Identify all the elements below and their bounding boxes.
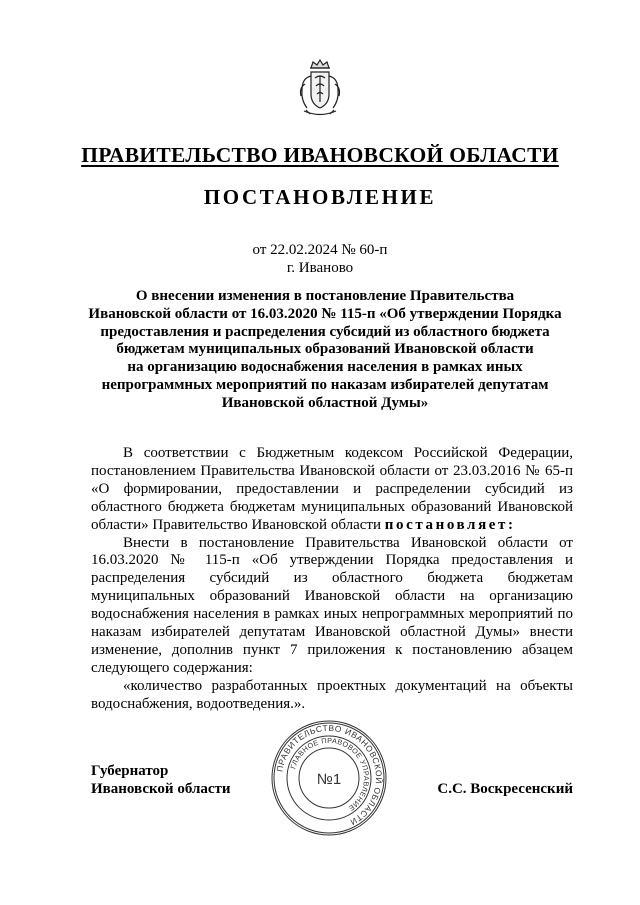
position-line: Губернатор — [91, 763, 169, 779]
title-line: Ивановской областной Думы» — [221, 394, 429, 411]
official-seal — [269, 718, 389, 838]
title-line: на организацию водоснабжения населения в рамках иных — [127, 359, 523, 376]
document-date-number: от 22.02.2024 № 60-п — [252, 242, 388, 258]
position-line: Ивановской области — [91, 781, 231, 797]
body-paragraph-addition: «количество разработанных проектных документаций на объекты водоснабжения, водоотведения.». — [91, 677, 573, 712]
body-paragraph-preamble — [91, 445, 573, 535]
title-line: предоставления и распределения субсидий из областного бюджета — [100, 323, 550, 340]
coat-of-arms-icon — [297, 56, 343, 120]
svg-text:ГЛАВНОЕ ПРАВОВОЕ УПРАВЛЕНИЕ: ГЛАВНОЕ ПРАВОВОЕ УПРАВЛЕНИЕ — [288, 735, 372, 814]
seal-number: №1 — [316, 771, 342, 788]
body-paragraph-amendment: Внести в постановление Правительства Ивановской области от 16.03.2020 № 115-п «Об утверждении Порядка предоставления и распределения субсидий из областного бюджета бюджетам муниципальных образований Ивановской области на организацию водоснабжения населения в рамках иных непрограммных мероприятий по наказам избирателей депутатам Ивановской областной Думы» внести изменение, дополнив пункт 7 приложения к постановлению абзацем следующего содержания: — [91, 534, 573, 676]
document-city: г. Иваново — [286, 260, 354, 276]
svg-text:ПРАВИТЕЛЬСТВО ИВАНОВСКОЙ ОБЛАС: ПРАВИТЕЛЬСТВО ИВАНОВСКОЙ ОБЛАСТИ — [274, 722, 385, 828]
title-line: О внесении изменения в постановление Правительства — [135, 288, 515, 304]
organization-header: ПРАВИТЕЛЬСТВО ИВАНОВСКОЙ ОБЛАСТИ — [81, 143, 559, 167]
title-line: Ивановской области от 16.03.2020 № 115-п «Об утверждении Порядка — [88, 305, 562, 322]
document-body — [91, 445, 573, 714]
title-line: непрограммных мероприятий по наказам избирателей депутатам — [101, 376, 549, 393]
document-type: ПОСТАНОВЛЕНИЕ — [203, 185, 437, 209]
document-title — [80, 288, 570, 413]
signatory-name: С.С. Воскресенский — [437, 781, 573, 797]
signatory-position — [91, 762, 231, 798]
title-line: бюджетам муниципальных образований Ивановской области — [116, 341, 534, 358]
preamble-text: В соответствии с Бюджетным кодексом Российской Федерации, постановлением Правительства Ивановской области от 23.03.2016 № 65-п «О формировании, предоставлении и распределении субсидий из областного бюджета бюджетам муниципальных образований Ивановской области» Правительство Ивановской области — [91, 445, 573, 533]
resolution-keyword: постановляет: — [384, 516, 516, 533]
